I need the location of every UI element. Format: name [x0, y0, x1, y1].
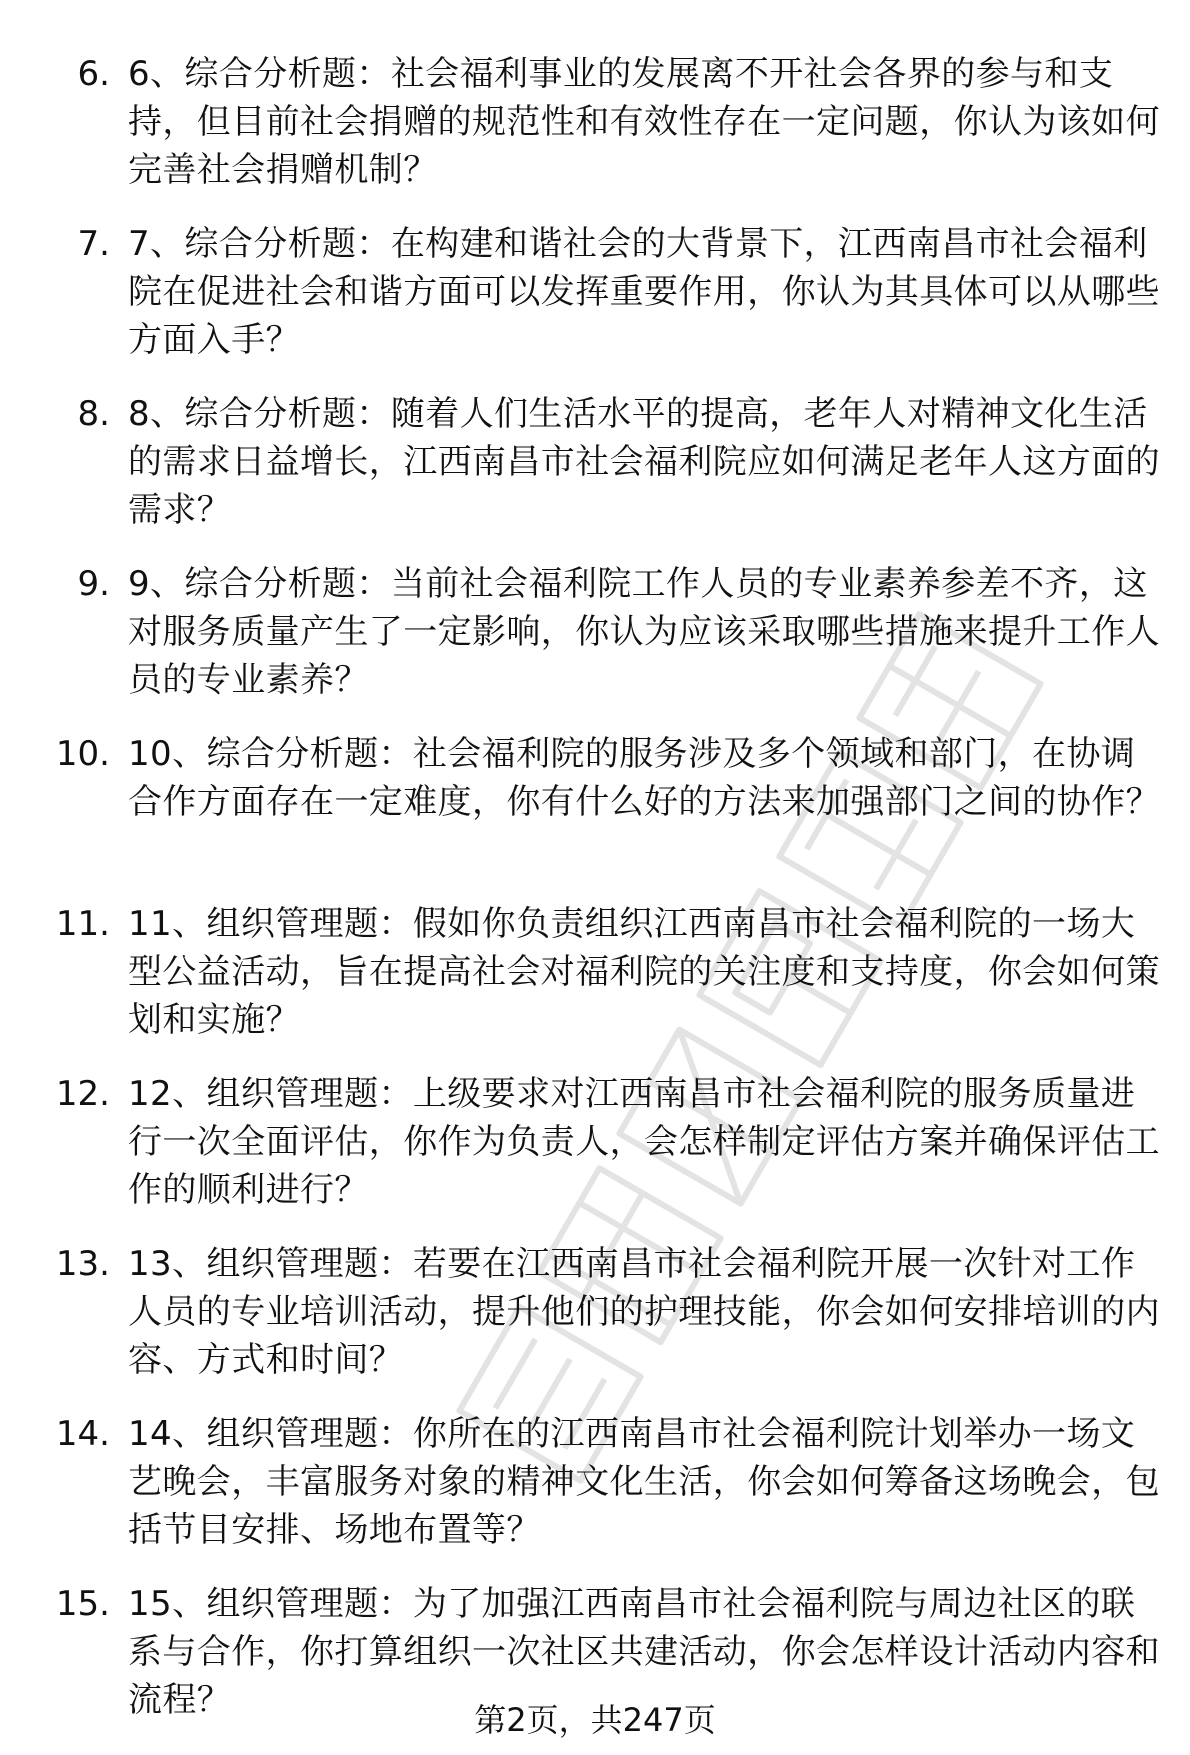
question-item — [0, 1240, 1190, 1410]
question-number: 9. — [77, 564, 110, 604]
question-number: 15. — [55, 1584, 110, 1624]
question-number: 13. — [55, 1244, 110, 1284]
question-item — [0, 900, 1190, 1070]
question-number: 14. — [55, 1414, 110, 1454]
question-list — [0, 50, 1190, 1750]
question-number: 10. — [55, 734, 110, 774]
question-text: 14、组织管理题：你所在的江西南昌市社会福利院计划举办一场文艺晚会，丰富服务对象的精神文化生活，你会如何筹备这场晚会，包括节目安排、场地布置等？ — [128, 1414, 1160, 1550]
question-text: 12、组织管理题：上级要求对江西南昌市社会福利院的服务质量进行一次全面评估，你作为负责人，会怎样制定评估方案并确保评估工作的顺利进行？ — [128, 1074, 1160, 1210]
page-footer — [0, 1700, 1190, 1740]
question-item — [0, 220, 1190, 390]
question-number: 7. — [77, 224, 110, 264]
question-item — [0, 390, 1190, 560]
question-text: 8、综合分析题：随着人们生活水平的提高，老年人对精神文化生活的需求日益增长，江西南昌市社会福利院应如何满足老年人这方面的需求？ — [128, 394, 1160, 530]
question-item — [0, 1410, 1190, 1580]
question-text: 7、综合分析题：在构建和谐社会的大背景下，江西南昌市社会福利院在促进社会和谐方面可以发挥重要作用，你认为其具体可以从哪些方面入手？ — [128, 224, 1160, 360]
question-item — [0, 50, 1190, 220]
question-text: 11、组织管理题：假如你负责组织江西南昌市社会福利院的一场大型公益活动，旨在提高社会对福利院的关注度和支持度，你会如何策划和实施？ — [128, 904, 1160, 1040]
question-number: 11. — [55, 904, 110, 944]
question-number: 6. — [77, 54, 110, 94]
question-text: 10、综合分析题：社会福利院的服务涉及多个领域和部门，在协调合作方面存在一定难度，你有什么好的方法来加强部门之间的协作？ — [128, 734, 1160, 822]
question-item — [0, 560, 1190, 730]
question-text: 15、组织管理题：为了加强江西南昌市社会福利院与周边社区的联系与合作，你打算组织一次社区共建活动，你会怎样设计活动内容和流程？ — [128, 1584, 1160, 1720]
question-text: 13、组织管理题：若要在江西南昌市社会福利院开展一次针对工作人员的专业培训活动，提升他们的护理技能，你会如何安排培训的内容、方式和时间？ — [128, 1244, 1160, 1380]
question-text: 9、综合分析题：当前社会福利院工作人员的专业素养参差不齐，这对服务质量产生了一定影响，你认为应该采取哪些措施来提升工作人员的专业素养？ — [128, 564, 1160, 700]
question-number: 8. — [77, 394, 110, 434]
question-item — [0, 1070, 1190, 1240]
question-number: 12. — [55, 1074, 110, 1114]
page-indicator: 第2页，共247页 — [474, 1701, 716, 1739]
question-item — [0, 730, 1190, 900]
question-text: 6、综合分析题：社会福利事业的发展离不开社会各界的参与和支持，但目前社会捐赠的规范性和有效性存在一定问题，你认为该如何完善社会捐赠机制？ — [128, 54, 1160, 190]
